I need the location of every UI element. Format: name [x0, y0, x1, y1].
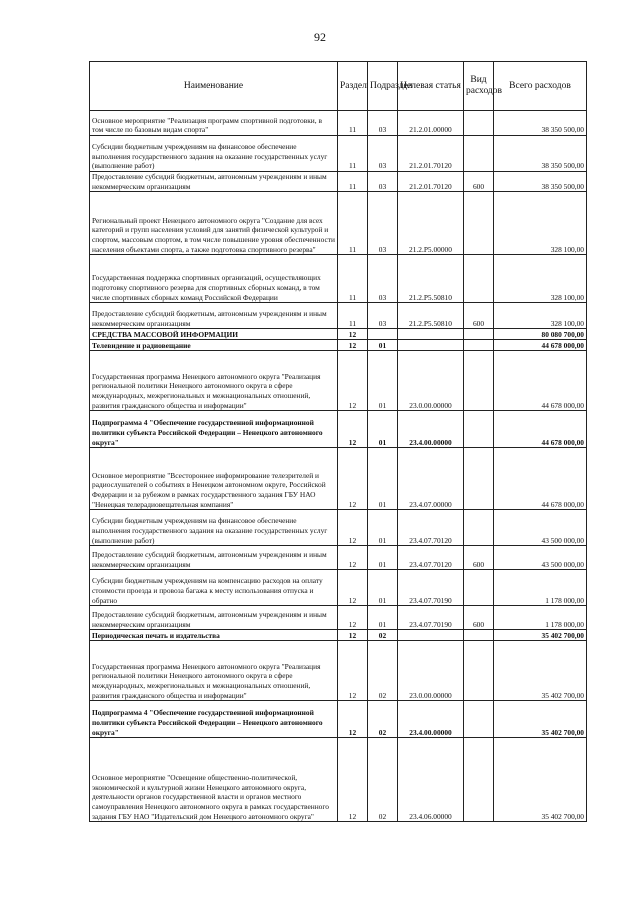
row-type: [464, 351, 494, 411]
row-name: Основное мероприятие "Всестороннее информирование телезрителей и радиослушателей о событиях в Ненецком автономном округе, Российской Федерации и за рубежом в рамках государственного задания ГБУ НАО "Ненецкая телерадиовещательная компания": [90, 448, 338, 510]
row-subsection: 01: [368, 606, 398, 630]
row-subsection: 01: [368, 340, 398, 351]
row-type: 600: [464, 303, 494, 329]
row-type: [464, 630, 494, 641]
row-target: [398, 329, 464, 340]
row-total: 44 678 000,00: [494, 340, 587, 351]
row-target: 21.2.01.00000: [398, 111, 464, 136]
row-total: 35 402 700,00: [494, 738, 587, 822]
row-section: 12: [338, 351, 368, 411]
row-section: 12: [338, 510, 368, 546]
row-target: 23.4.00.00000: [398, 411, 464, 448]
row-subsection: 01: [368, 448, 398, 510]
table-row: [90, 172, 587, 192]
row-total: 44 678 000,00: [494, 411, 587, 448]
row-section: 12: [338, 570, 368, 606]
table-row: [90, 738, 587, 822]
row-total: 35 402 700,00: [494, 701, 587, 738]
row-name: Субсидии бюджетным учреждениям на компенсацию расходов на оплату стоимости проезда и провоза багажа к месту использования отпуска и обратно: [90, 570, 338, 606]
row-type: [464, 255, 494, 303]
row-section: 12: [338, 340, 368, 351]
row-type: [464, 641, 494, 701]
row-target: [398, 630, 464, 641]
table-row: [90, 570, 587, 606]
row-subsection: [368, 329, 398, 340]
table-body: [90, 111, 587, 822]
row-subsection: 03: [368, 255, 398, 303]
row-name: Подпрограмма 4 "Обеспечение государственной информационной политики субъекта Российской Федерации – Ненецкого автономного округа": [90, 411, 338, 448]
row-total: 38 350 500,00: [494, 136, 587, 172]
row-name: Субсидии бюджетным учреждениям на финансовое обеспечение выполнения государственного задания на оказание государственных услуг (выполнение работ): [90, 136, 338, 172]
row-name: Периодическая печать и издательства: [90, 630, 338, 641]
row-type: 600: [464, 606, 494, 630]
row-total: 35 402 700,00: [494, 630, 587, 641]
row-total: 328 100,00: [494, 303, 587, 329]
row-target: 21.2.P5.00000: [398, 192, 464, 255]
row-total: 44 678 000,00: [494, 448, 587, 510]
row-subsection: 02: [368, 701, 398, 738]
row-name: Предоставление субсидий бюджетным, автономным учреждениям и иным некоммерческим организациям: [90, 606, 338, 630]
row-type: 600: [464, 172, 494, 192]
table-row: [90, 136, 587, 172]
row-name: СРЕДСТВА МАССОВОЙ ИНФОРМАЦИИ: [90, 329, 338, 340]
row-subsection: 01: [368, 351, 398, 411]
row-type: [464, 111, 494, 136]
header-type: Вид расходов: [464, 62, 494, 111]
table-row: [90, 329, 587, 340]
row-section: 12: [338, 701, 368, 738]
row-subsection: 02: [368, 738, 398, 822]
row-subsection: 03: [368, 172, 398, 192]
row-subsection: 01: [368, 510, 398, 546]
row-subsection: 03: [368, 303, 398, 329]
row-section: 12: [338, 546, 368, 570]
row-type: 600: [464, 546, 494, 570]
row-subsection: 03: [368, 136, 398, 172]
table-row: [90, 192, 587, 255]
row-total: 35 402 700,00: [494, 641, 587, 701]
row-name: Государственная программа Ненецкого автономного округа "Реализация региональной политики Ненецкого автономного округа в сфере международных, межрегиональных и межнациональных отношений, развития гражданского общества и информации": [90, 641, 338, 701]
row-target: 23.4.07.70190: [398, 606, 464, 630]
row-type: [464, 448, 494, 510]
table-row: [90, 630, 587, 641]
row-name: Подпрограмма 4 "Обеспечение государственной информационной политики субъекта Российской Федерации – Ненецкого автономного округа": [90, 701, 338, 738]
row-section: 11: [338, 303, 368, 329]
row-target: 21.2.01.70120: [398, 172, 464, 192]
row-section: 11: [338, 172, 368, 192]
row-type: [464, 738, 494, 822]
row-subsection: 02: [368, 630, 398, 641]
row-section: 11: [338, 111, 368, 136]
table-row: [90, 701, 587, 738]
row-section: 12: [338, 448, 368, 510]
row-total: 1 178 000,00: [494, 606, 587, 630]
row-subsection: 03: [368, 192, 398, 255]
row-total: 44 678 000,00: [494, 351, 587, 411]
row-subsection: 02: [368, 641, 398, 701]
row-target: 21.2.P5.50810: [398, 255, 464, 303]
table-row: [90, 641, 587, 701]
row-name: Предоставление субсидий бюджетным, автономным учреждениям и иным некоммерческим организациям: [90, 303, 338, 329]
row-total: 80 080 700,00: [494, 329, 587, 340]
row-subsection: 01: [368, 411, 398, 448]
table-row: [90, 448, 587, 510]
row-subsection: 01: [368, 546, 398, 570]
row-target: 23.0.00.00000: [398, 641, 464, 701]
row-section: 12: [338, 738, 368, 822]
table-row: [90, 351, 587, 411]
header-total: Всего расходов: [494, 62, 587, 111]
row-type: [464, 510, 494, 546]
header-name: Наименование: [90, 62, 338, 111]
row-total: 328 100,00: [494, 192, 587, 255]
budget-table: [89, 61, 587, 822]
row-total: 328 100,00: [494, 255, 587, 303]
page-number: 92: [314, 30, 326, 44]
table-row: [90, 411, 587, 448]
row-target: 23.4.07.00000: [398, 448, 464, 510]
table-row: [90, 510, 587, 546]
header-subsection: Подраздел: [368, 62, 398, 111]
row-target: 23.4.00.00000: [398, 701, 464, 738]
row-total: 1 178 000,00: [494, 570, 587, 606]
row-name: Региональный проект Ненецкого автономного округа "Создание для всех категорий и групп населения условий для занятий физической культурой и спортом, массовым спортом, в том числе повышение уровня обеспеченности населения объектами спорта, а также подготовка спортивного резерва": [90, 192, 338, 255]
header-target: Целевая статья: [398, 62, 464, 111]
row-target: 23.0.00.00000: [398, 351, 464, 411]
row-name: Основное мероприятие "Освещение общественно-политической, экономической и культурной жизни Ненецкого автономного округа, деятельности органов государственной власти и органов местного самоуправления Ненецкого автономного округа в рамках государственного задания ГБУ НАО "Издательский дом Ненецкого автономного округа": [90, 738, 338, 822]
row-section: 12: [338, 411, 368, 448]
table-row: [90, 111, 587, 136]
row-type: [464, 136, 494, 172]
table-header-row: [90, 62, 587, 111]
row-name: Государственная поддержка спортивных организаций, осуществляющих подготовку спортивного резерва для спортивных сборных команд, в том числе спортивных сборных команд Российской Федерации: [90, 255, 338, 303]
row-section: 12: [338, 630, 368, 641]
row-total: 43 500 000,00: [494, 546, 587, 570]
row-type: [464, 340, 494, 351]
row-target: 23.4.07.70120: [398, 510, 464, 546]
row-total: 38 350 500,00: [494, 172, 587, 192]
row-section: 12: [338, 329, 368, 340]
row-name: Предоставление субсидий бюджетным, автономным учреждениям и иным некоммерческим организациям: [90, 172, 338, 192]
table-row: [90, 340, 587, 351]
row-target: 23.4.07.70190: [398, 570, 464, 606]
row-type: [464, 701, 494, 738]
row-subsection: 03: [368, 111, 398, 136]
row-type: [464, 570, 494, 606]
row-name: Основное мероприятие "Реализация программ спортивной подготовки, в том числе по базовым видам спорта": [90, 111, 338, 136]
row-total: 43 500 000,00: [494, 510, 587, 546]
row-target: 23.4.06.00000: [398, 738, 464, 822]
table-row: [90, 546, 587, 570]
row-name: Предоставление субсидий бюджетным, автономным учреждениям и иным некоммерческим организациям: [90, 546, 338, 570]
row-name: Телевидение и радиовещание: [90, 340, 338, 351]
row-target: [398, 340, 464, 351]
row-name: Субсидии бюджетным учреждениям на финансовое обеспечение выполнения государственного задания на оказание государственных услуг (выполнение работ): [90, 510, 338, 546]
row-section: 12: [338, 641, 368, 701]
table-row: [90, 255, 587, 303]
row-section: 11: [338, 136, 368, 172]
row-section: 12: [338, 606, 368, 630]
row-section: 11: [338, 255, 368, 303]
row-target: 21.2.01.70120: [398, 136, 464, 172]
header-section: Раздел: [338, 62, 368, 111]
row-type: [464, 329, 494, 340]
table-row: [90, 606, 587, 630]
table-row: [90, 303, 587, 329]
row-type: [464, 192, 494, 255]
row-target: 21.2.P5.50810: [398, 303, 464, 329]
row-target: 23.4.07.70120: [398, 546, 464, 570]
row-subsection: 01: [368, 570, 398, 606]
row-section: 11: [338, 192, 368, 255]
row-name: Государственная программа Ненецкого автономного округа "Реализация региональной политики Ненецкого автономного округа в сфере международных, межрегиональных и межнациональных отношений, развития гражданского общества и информации": [90, 351, 338, 411]
row-total: 38 350 500,00: [494, 111, 587, 136]
row-type: [464, 411, 494, 448]
